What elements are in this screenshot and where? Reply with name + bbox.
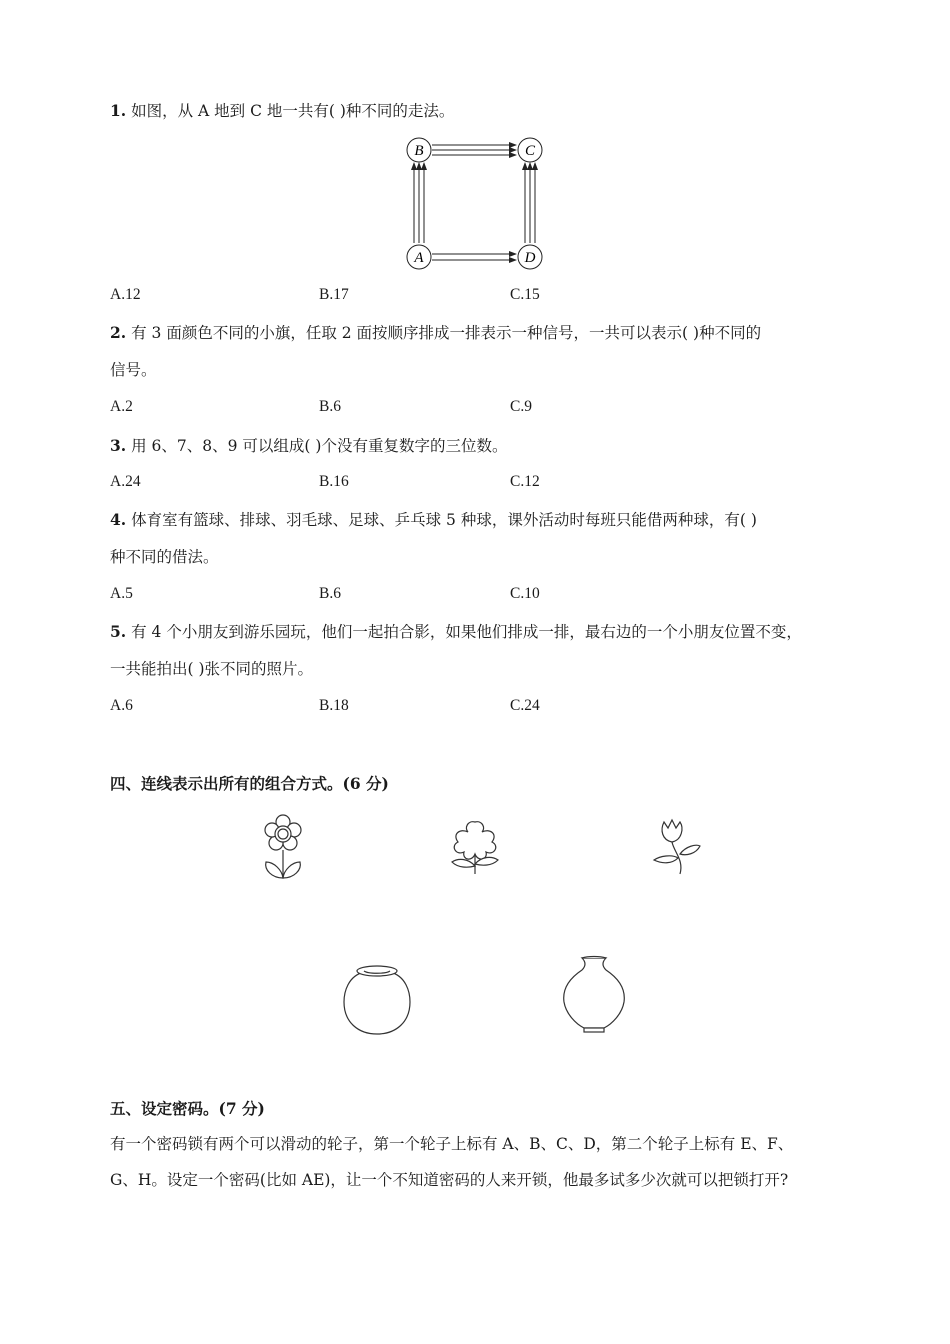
question-4 bbox=[110, 510, 757, 530]
question-text: 用 6、7、8、9 可以组成( )个没有重复数字的三位数。 bbox=[131, 437, 508, 455]
section-5-heading: 五、设定密码。(7 分) bbox=[110, 1099, 265, 1118]
option-b[interactable]: B.18 bbox=[319, 697, 349, 714]
question-5-continued: 一共能拍出( )张不同的照片。 bbox=[110, 660, 314, 678]
option-b[interactable]: B.6 bbox=[319, 585, 341, 602]
option-a[interactable]: A.5 bbox=[110, 585, 133, 602]
question-text: 有 3 面颜色不同的小旗，任取 2 面按顺序排成一排表示一种信号，一共可以表示( )种不同的 bbox=[131, 324, 762, 342]
question-number: 3. bbox=[110, 436, 127, 455]
question-1 bbox=[110, 101, 454, 121]
node-b: B bbox=[414, 143, 424, 159]
option-a[interactable]: A.2 bbox=[110, 398, 133, 415]
question-text: 体育室有篮球、排球、羽毛球、足球、乒乓球 5 种球，课外活动时每班只能借两种球，有( ) bbox=[131, 511, 757, 529]
vase-tall-icon[interactable] bbox=[560, 954, 628, 1034]
arrows-b-to-c bbox=[432, 145, 516, 155]
option-c[interactable]: C.9 bbox=[510, 398, 532, 415]
node-c: C bbox=[524, 143, 536, 159]
option-a[interactable]: A.6 bbox=[110, 697, 133, 714]
option-a[interactable]: A.24 bbox=[110, 473, 141, 490]
section-5-text-line1: 有一个密码锁有两个可以滑动的轮子，第一个轮子上标有 A、B、C、D，第二个轮子上标有 E、F、 bbox=[110, 1135, 794, 1153]
route-diagram bbox=[400, 135, 550, 275]
node-a: A bbox=[414, 250, 424, 266]
question-number: 1. bbox=[110, 101, 127, 120]
arrows-d-to-c bbox=[525, 163, 535, 243]
question-2-continued: 信号。 bbox=[110, 361, 157, 379]
question-text: 如图，从 A 地到 C 地一共有( )种不同的走法。 bbox=[131, 102, 455, 120]
node-d: D bbox=[524, 250, 536, 266]
question-number: 5. bbox=[110, 622, 127, 641]
option-c[interactable]: C.15 bbox=[510, 286, 540, 303]
question-number: 2. bbox=[110, 323, 127, 342]
option-c[interactable]: C.12 bbox=[510, 473, 540, 490]
vase-round-icon[interactable] bbox=[342, 962, 412, 1036]
flower-round-icon[interactable] bbox=[258, 814, 308, 882]
arrows-a-to-d bbox=[432, 254, 516, 260]
option-c[interactable]: C.10 bbox=[510, 585, 540, 602]
question-3 bbox=[110, 436, 507, 456]
question-4-continued: 种不同的借法。 bbox=[110, 548, 219, 566]
flower-tulip-icon[interactable] bbox=[650, 818, 702, 876]
question-text: 有 4 个小朋友到游乐园玩，他们一起拍合影，如果他们排成一排，最右边的一个小朋友位置不变， bbox=[131, 623, 802, 641]
option-a[interactable]: A.12 bbox=[110, 286, 141, 303]
question-number: 4. bbox=[110, 510, 127, 529]
question-5 bbox=[110, 622, 802, 642]
section-5-text-line2: G、H。设定一个密码(比如 AE)，让一个不知道密码的人来开锁，他最多试多少次就可以把锁打开? bbox=[110, 1171, 789, 1189]
option-c[interactable]: C.24 bbox=[510, 697, 540, 714]
option-b[interactable]: B.16 bbox=[319, 473, 349, 490]
section-4-heading: 四、连线表示出所有的组合方式。(6 分) bbox=[110, 774, 389, 793]
arrows-a-to-b bbox=[414, 163, 424, 243]
option-b[interactable]: B.17 bbox=[319, 286, 349, 303]
flower-cloud-icon[interactable] bbox=[446, 818, 504, 878]
option-b[interactable]: B.6 bbox=[319, 398, 341, 415]
question-2 bbox=[110, 323, 761, 343]
